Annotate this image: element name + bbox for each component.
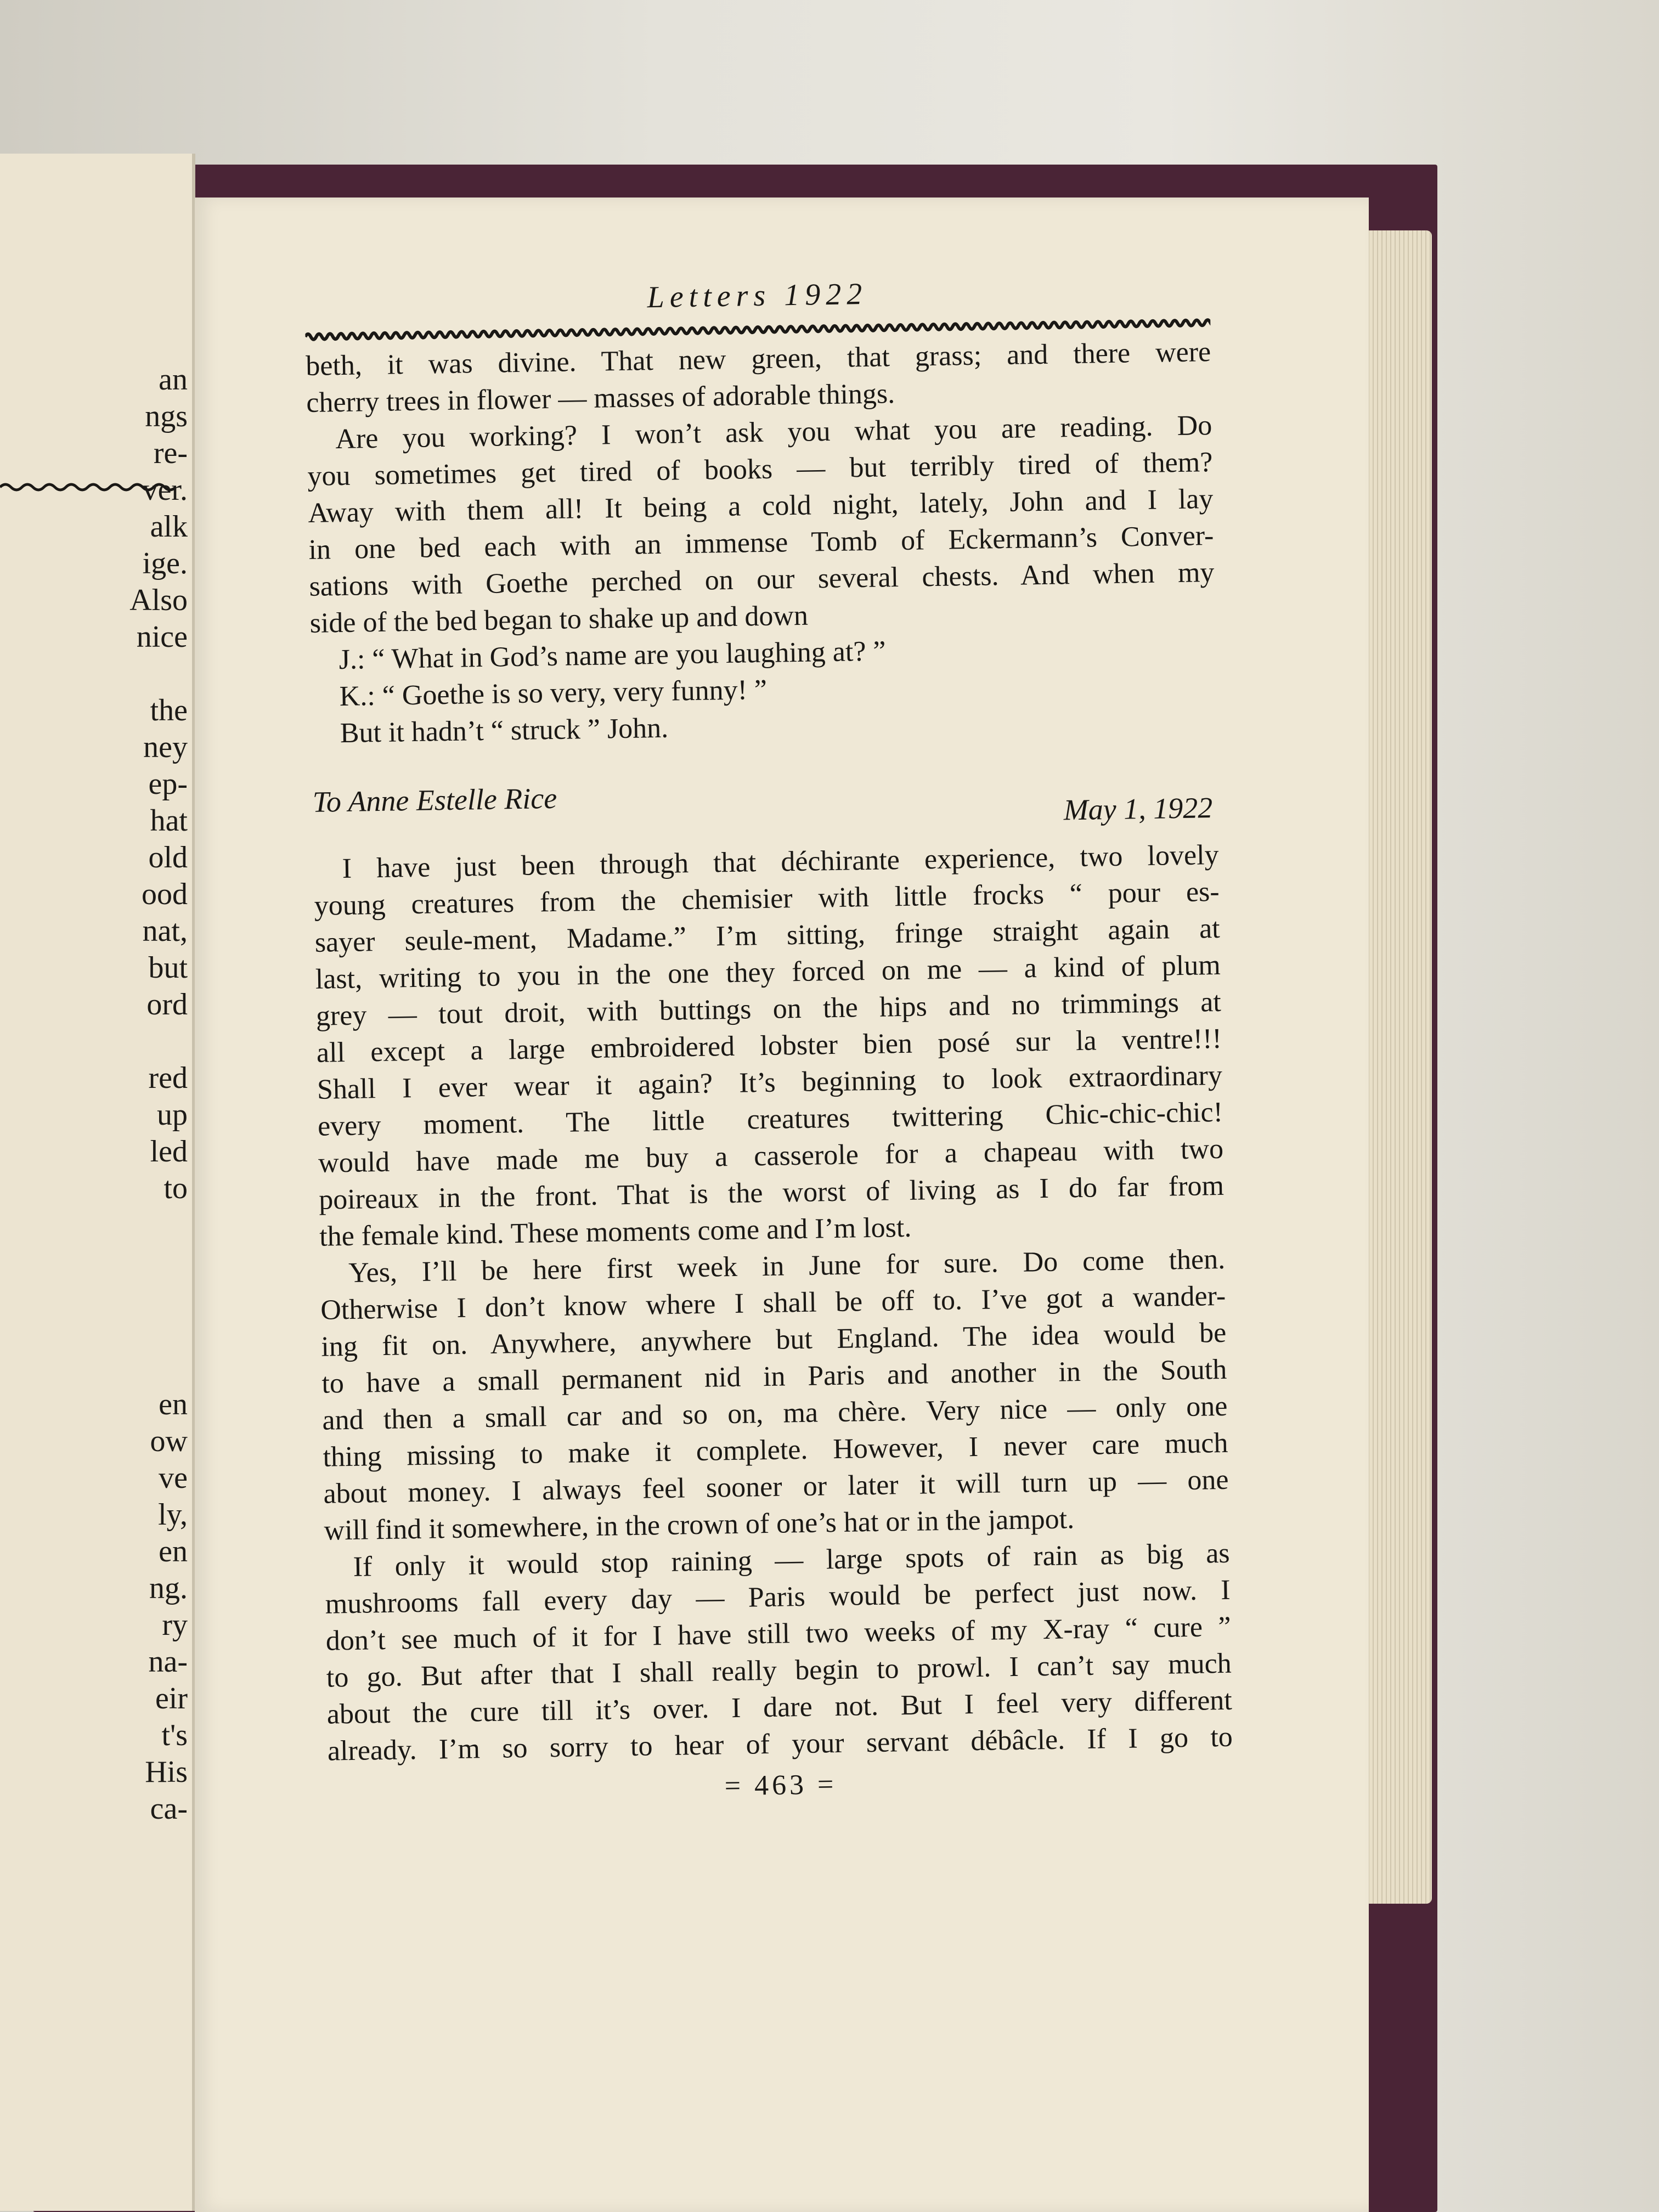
left-page-fragment: nice (136, 620, 188, 654)
text-line: thing missing to make it complete. However, I never care much (323, 1427, 1228, 1473)
left-page-fragment: Also (129, 583, 188, 617)
dialogue (310, 628, 1217, 752)
left-page-fragment: nat, (142, 914, 188, 948)
text-line: grey — tout droit, with buttings on the hips and no trimmings at (315, 986, 1222, 1032)
left-page-fragment: eir (155, 1681, 188, 1716)
text-line: Are you working? I won’t ask you what you are reading. Do (335, 410, 1212, 455)
left-page-fragment: en (159, 1387, 188, 1421)
left-page-fragment: the (150, 693, 188, 727)
paragraph-2 (307, 407, 1215, 642)
dialogue-line-k: K.: “ Goethe is so very, very funny! ” (339, 674, 768, 713)
text-line: sayer seule-ment, Madame.” I’m sitting, fringe straight again at (314, 912, 1221, 958)
left-page-fragment: ve (159, 1461, 188, 1495)
left-page-fragment: led (150, 1135, 188, 1169)
text-line: all except a large embroidered lobster bien posé sur la ventre!!! (316, 1023, 1222, 1069)
letter-paragraph-1 (313, 837, 1224, 1255)
text-line: I have just been through that déchirante experience, two lovely (342, 839, 1219, 885)
left-page (0, 154, 195, 2211)
left-page-fragment: an (159, 363, 188, 397)
left-page-fragment: alk (150, 510, 188, 544)
left-page-fragment: ng. (149, 1571, 188, 1605)
left-page-fragment: up (157, 1098, 188, 1132)
text-line: about money. I always feel sooner or later it will turn up — one (323, 1464, 1229, 1510)
text-line: will find it somewhere, in the crown of one’s hat or in the jampot. (324, 1503, 1075, 1547)
text-line: sations with Goethe perched on our several chests. And when my (309, 557, 1215, 602)
left-page-fragment: ow (150, 1424, 188, 1458)
page-number: = 463 = (724, 1769, 837, 1802)
letter-paragraph-2 (320, 1241, 1229, 1549)
text-line: beth, it was divine. That new green, that grass; and there were (305, 336, 1211, 382)
text-line: already. I’m so sorry to hear of your servant débâcle. If I go to (327, 1721, 1233, 1767)
left-page-fragment: ige. (142, 546, 188, 580)
text-line: Yes, I’ll be here first week in June for sure. Do come then. (348, 1243, 1226, 1289)
text-line: you sometimes get tired of books — but terribly tired of them? (307, 447, 1213, 492)
text-line: Shall I ever wear it again? It’s beginning to look extraordinary (317, 1059, 1223, 1105)
page-text (304, 271, 1233, 1809)
left-page-fragment: old (148, 840, 188, 874)
text-line: mushrooms fall every day — Paris would be perfect just now. I (325, 1574, 1231, 1620)
text-line: would have made me buy a casserole for a chapeau with two (318, 1133, 1224, 1179)
text-line: Otherwise I don’t know where I shall be off to. I’ve got a wander- (320, 1280, 1226, 1326)
dialogue-line-j: J.: “ What in God’s name are you laughing at? ” (338, 635, 886, 676)
text-line: If only it would stop raining — large spots of rain as big as (353, 1537, 1230, 1583)
left-page-fragment: red (148, 1061, 188, 1095)
text-line: Away with them all! It being a cold night, lately, John and I lay (308, 483, 1214, 529)
letter-recipient: To Anne Estelle Rice (312, 781, 557, 819)
left-page-fragment: ca- (150, 1792, 188, 1826)
left-page-fragment: ly, (158, 1498, 188, 1532)
text-line: to go. But after that I shall really begin to prowl. I can’t say much (326, 1647, 1232, 1694)
running-head: Letters 1922 (647, 276, 868, 315)
page-edges (1361, 230, 1432, 1904)
text-line: don’t see much of it for I have still two weeks of my X-ray “ cure ” (325, 1611, 1232, 1657)
text-line: ing fit on. Anywhere, anywhere but England. The idea would be (320, 1317, 1227, 1363)
text-line: about the cure till it’s over. I dare not. But I feel very different (326, 1684, 1233, 1730)
left-page-fragment: ngs (145, 399, 188, 433)
letter-date: May 1, 1922 (1063, 791, 1213, 827)
left-page-fragment: en (159, 1534, 188, 1568)
text-line: in one bed each with an immense Tomb of Eckermann’s Conver- (308, 520, 1214, 566)
left-page-fragment: ver. (142, 473, 188, 507)
left-page-fragment: na- (148, 1645, 188, 1679)
paragraph-1 (306, 334, 1212, 421)
text-line: young creatures from the chemisier with little frocks “ pour es- (314, 876, 1220, 922)
left-page-fragment: but (148, 951, 188, 985)
text-line: last, writing to you in the one they forced on me — a kind of plum (315, 949, 1221, 995)
letter-paragraph-3 (324, 1535, 1233, 1770)
left-page-fragment: ep- (148, 767, 188, 801)
text-line: to have a small permanent nid in Paris and another in the South (321, 1353, 1227, 1400)
left-page-fragment: t's (161, 1718, 188, 1752)
left-page-fragment: ry (162, 1608, 188, 1642)
text-line: poireaux in the front. That is the worst of living as I do far from (318, 1170, 1224, 1216)
left-page-fragment: ord (146, 988, 188, 1022)
left-page-fragment: His (145, 1755, 188, 1789)
left-page-fragment: to (163, 1171, 188, 1205)
text-line: side of the bed began to shake up and down (309, 600, 809, 639)
left-page-fragment: ney (143, 730, 188, 764)
dialogue-closing: But it hadn’t “ struck ” John. (340, 712, 669, 749)
text-line: every moment. The little creatures twittering Chic-chic-chic! (317, 1096, 1223, 1142)
text-line: the female kind. These moments come and I’m lost. (319, 1211, 912, 1252)
left-page-fragment: hat (150, 804, 188, 838)
left-page-fragment: ood (142, 877, 188, 911)
text-line: and then a small car and so on, ma chère. Very nice — only one (322, 1390, 1228, 1436)
text-line: cherry trees in flower — masses of adorable things. (306, 378, 895, 419)
left-page-fragment: re- (153, 436, 188, 470)
